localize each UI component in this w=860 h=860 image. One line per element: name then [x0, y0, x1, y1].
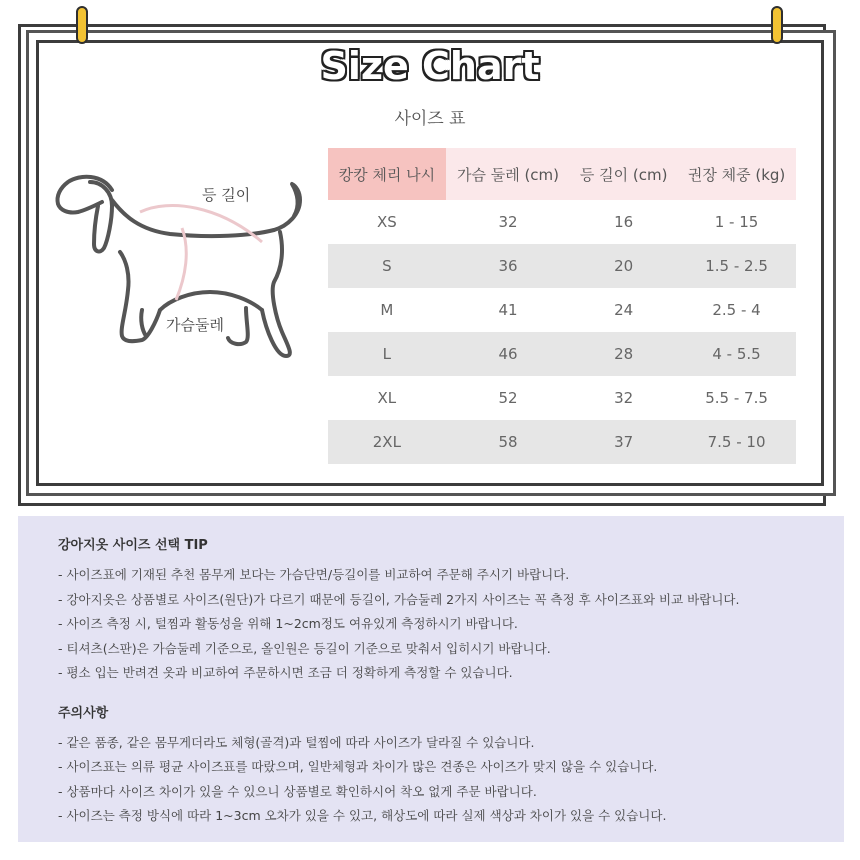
- header-weight: 권장 체중 (kg): [677, 148, 796, 200]
- size-cell: XL: [328, 376, 446, 420]
- page-title: Size Chart: [320, 44, 540, 88]
- table-row: [328, 288, 796, 332]
- list-item: - 평소 입는 반려견 옷과 비교하여 주문하시면 조금 더 정확하게 측정할 수 있습니다.: [58, 665, 513, 680]
- size-cell: L: [328, 332, 446, 376]
- back-length-label: 등 길이: [202, 186, 251, 204]
- chest-cell: 41: [446, 288, 571, 332]
- back-cell: 28: [570, 332, 677, 376]
- list-item: - 사이즈표는 의류 평균 사이즈표를 따랐으며, 일반체형과 차이가 많은 견종은 사이즈가 맞지 않을 수 있습니다.: [58, 759, 658, 774]
- weight-cell: 5.5 - 7.5: [677, 376, 796, 420]
- header-back: 등 길이 (cm): [570, 148, 677, 200]
- tips-heading: 강아지옷 사이즈 선택 TIP: [58, 538, 208, 553]
- list-item: - 티셔츠(스판)은 가슴둘레 기준으로, 올인원은 등길이 기준으로 맞춰서 입히시기 바랍니다.: [58, 640, 551, 656]
- header-chest: 가슴 둘레 (cm): [446, 148, 571, 200]
- list-item: - 강아지옷은 상품별로 사이즈(원단)가 다르기 때문에 등길이, 가슴둘레 2가지 사이즈는 꼭 측정 후 사이즈표와 비교 바랍니다.: [58, 591, 740, 607]
- chest-cell: 52: [446, 376, 571, 420]
- table-header-row: [328, 148, 796, 200]
- size-cell: S: [328, 244, 446, 288]
- table-row: [328, 376, 796, 420]
- weight-cell: 7.5 - 10: [677, 420, 796, 464]
- pin-right-icon: [771, 6, 783, 44]
- weight-cell: 1 - 15: [677, 200, 796, 244]
- size-cell: M: [328, 288, 446, 332]
- back-cell: 37: [570, 420, 677, 464]
- table-row: [328, 332, 796, 376]
- page-subtitle: 사이즈 표: [394, 109, 466, 129]
- notes-list: [58, 731, 804, 829]
- list-item: - 사이즈 측정 시, 털찜과 활동성을 위해 1~2cm정도 여유있게 측정하시기 바랍니다.: [58, 616, 518, 631]
- chest-cell: 58: [446, 420, 571, 464]
- dog-illustration-icon: [50, 160, 320, 370]
- list-item: - 사이즈표에 기재된 추천 몸무게 보다는 가슴단면/등길이를 비교하여 주문해 주시기 바랍니다.: [58, 567, 570, 582]
- size-table: [328, 148, 796, 464]
- back-cell: 24: [570, 288, 677, 332]
- chest-girth-label: 가슴둘레: [166, 316, 224, 334]
- pin-left-icon: [76, 6, 88, 44]
- back-cell: 16: [570, 200, 677, 244]
- list-item: - 사이즈는 측정 방식에 따라 1~3cm 오차가 있을 수 있고, 해상도에 따라 실제 색상과 차이가 있을 수 있습니다.: [58, 808, 667, 823]
- list-item: - 같은 품종, 같은 몸무게더라도 체형(골격)과 털찜에 따라 사이즈가 달라질 수 있습니다.: [58, 734, 535, 750]
- back-cell: 20: [570, 244, 677, 288]
- back-cell: 32: [570, 376, 677, 420]
- chest-cell: 46: [446, 332, 571, 376]
- table-row: [328, 420, 796, 464]
- header-product: 캉캉 체리 나시: [328, 148, 446, 200]
- weight-cell: 4 - 5.5: [677, 332, 796, 376]
- weight-cell: 1.5 - 2.5: [677, 244, 796, 288]
- weight-cell: 2.5 - 4: [677, 288, 796, 332]
- list-item: - 상품마다 사이즈 차이가 있을 수 있으니 상품별로 확인하시어 착오 없게 주문 바랍니다.: [58, 783, 537, 799]
- tips-list: [58, 563, 804, 686]
- size-cell: 2XL: [328, 420, 446, 464]
- chest-cell: 32: [446, 200, 571, 244]
- size-cell: XS: [328, 200, 446, 244]
- notes-heading: 주의사항: [58, 705, 109, 721]
- table-row: [328, 244, 796, 288]
- chest-cell: 36: [446, 244, 571, 288]
- tips-panel: [18, 516, 844, 842]
- table-row: [328, 200, 796, 244]
